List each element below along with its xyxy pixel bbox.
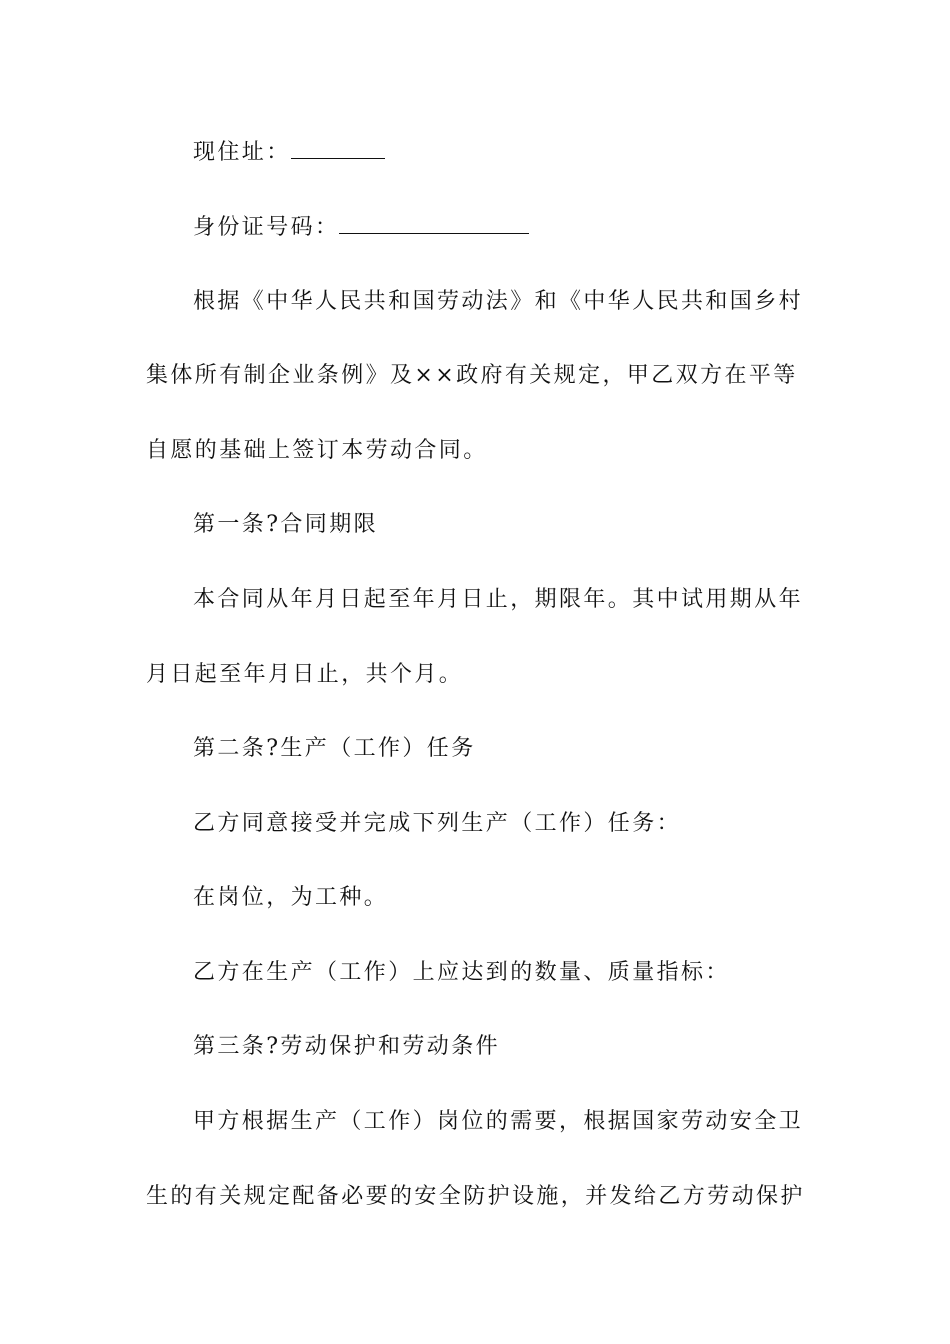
article-heading: 第三条?劳动保护和劳动条件	[193, 1034, 500, 1059]
address-label: 现住址：	[193, 140, 291, 165]
id-number-label: 身份证号码：	[193, 215, 340, 240]
paragraph-line: 月日起至年月日止，共个月。	[146, 662, 464, 687]
paragraph-line: 乙方在生产（工作）上应达到的数量、质量指标：	[193, 960, 730, 985]
paragraph-line: 乙方同意接受并完成下列生产（工作）任务：	[193, 811, 682, 836]
article-heading: 第二条?生产（工作）任务	[193, 736, 476, 761]
paragraph-line: 生的有关规定配备必要的安全防护设施，并发给乙方劳动保护	[146, 1184, 805, 1209]
paragraph-line: 甲方根据生产（工作）岗位的需要，根据国家劳动安全卫	[193, 1109, 804, 1134]
id-number-line	[193, 207, 806, 247]
article-heading: 第一条?合同期限	[193, 512, 378, 537]
paragraph-line: 在岗位，为工种。	[193, 885, 389, 910]
paragraph-line: 自愿的基础上签订本劳动合同。	[146, 438, 488, 463]
address-blank[interactable]	[291, 132, 385, 159]
paragraph-line: 本合同从年月日起至年月日止，期限年。其中试用期从年	[193, 587, 804, 612]
paragraph-line: 根据《中华人民共和国劳动法》和《中华人民共和国乡村	[193, 289, 804, 314]
address-line	[193, 132, 806, 172]
id-number-blank[interactable]	[339, 207, 529, 234]
paragraph-line: 集体所有制企业条例》及××政府有关规定，甲乙双方在平等	[146, 363, 798, 388]
